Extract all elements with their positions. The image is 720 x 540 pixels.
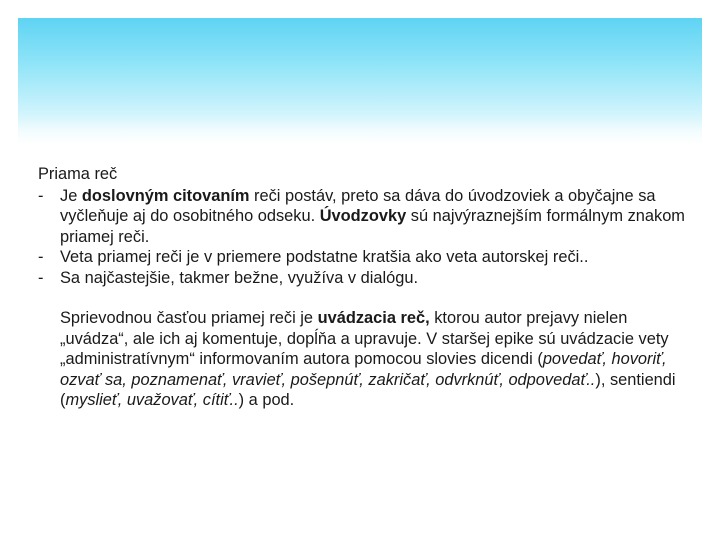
bullet-dash: -: [38, 268, 44, 287]
bullet-item-3: [38, 268, 688, 289]
para-text-c: ), sentiendi (: [60, 370, 676, 409]
bullet-1-text-a: Je: [60, 186, 82, 205]
bullet-item-1: [38, 186, 688, 248]
bullet-1-bold-a: doslovným citovaním: [81, 186, 250, 205]
bullet-1-text-c: sú najvýraznejším formálnym znakom priamej reči.: [60, 207, 685, 246]
bullet-1-text-b: reči postáv, preto sa dáva do úvodzoviek a obyčajne sa vyčleňuje aj do osobitného odseku.: [60, 186, 656, 225]
para-text-d: ) a pod.: [238, 391, 295, 409]
bullet-2-text: Veta priamej reči je v priemere podstatne kratšia ako veta autorskej reči..: [60, 248, 589, 266]
body-paragraph: [60, 308, 680, 411]
slide-content: [38, 164, 688, 411]
para-text-b: ktorou autor prejavy nielen „uvádza“, ale ich aj komentuje, dopĺňa a upravuje. V staršej epike sú uvádzacie vety „administratívnym“ informovaním autora pomocou slovies dicendi (: [60, 309, 669, 368]
bullet-dash: -: [38, 248, 44, 266]
para-italic-dicendi: povedať, hovoriť, ozvať sa, poznamenať, vravieť, pošepnúť, zakričať, odvrknúť, odpovedať..: [60, 350, 667, 389]
header-banner-fade: [18, 118, 702, 158]
para-italic-sentiendi: myslieť, uvažovať, cítiť..: [65, 391, 239, 409]
bullet-list: [38, 186, 688, 289]
bullet-item-2: [38, 247, 688, 268]
bullet-3-text: Sa najčastejšie, takmer bežne, využíva v dialógu.: [60, 268, 419, 287]
slide-title: Priama reč: [38, 165, 118, 183]
para-bold-term: uvádzacia reč,: [317, 309, 430, 327]
bullet-1-bold-b: Úvodzovky: [319, 207, 407, 225]
para-text-a: Sprievodnou časťou priamej reči je: [60, 309, 318, 327]
bullet-dash: -: [38, 186, 44, 205]
